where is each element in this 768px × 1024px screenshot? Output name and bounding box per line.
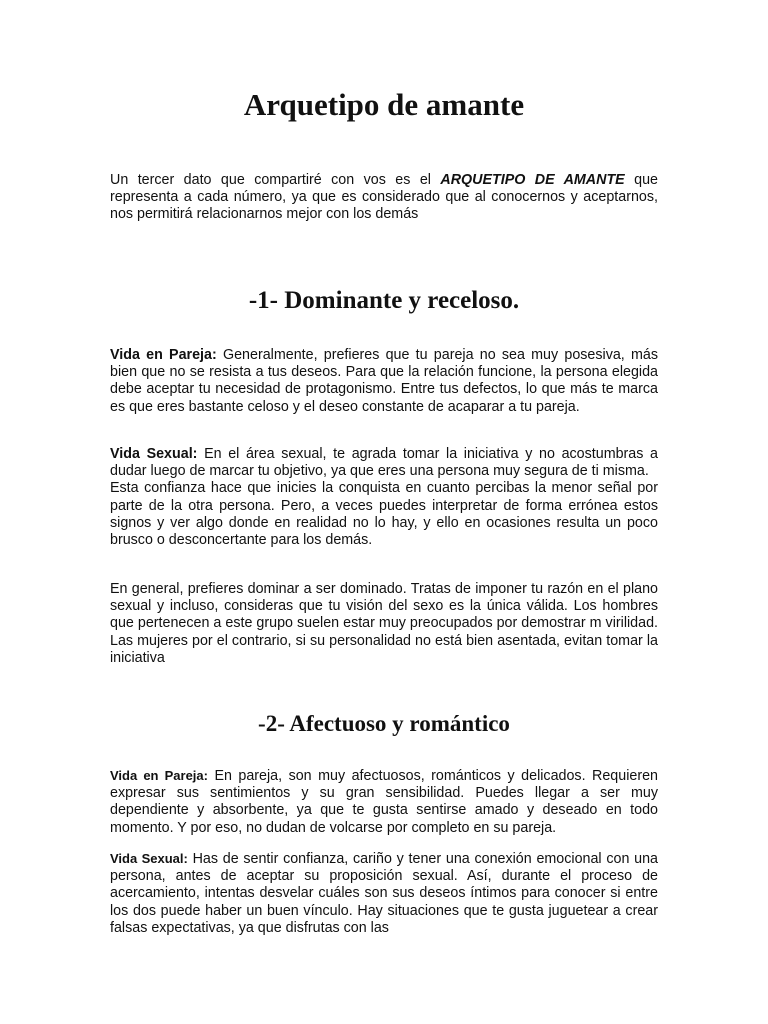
section-1-pareja-text: Generalmente, prefieres que tu pareja no sea muy posesiva, más bien que no se resista a tus deseos. Para que la relación funcione, la persona elegida debe aceptar tu necesidad de protagonismo. Entre tus defectos, lo que más te marca es que eres bastante celoso y el deseo constante de acaparar a tu pareja.: [110, 347, 659, 415]
intro-text-end: que representa a cada número, ya que es considerado que al conocernos y aceptarnos, nos permitirá relacionarnos mejor con los demás: [110, 172, 658, 223]
section-2-sexual-label: Vida Sexual:: [110, 851, 188, 866]
intro-emphasis: ARQUETIPO DE AMANTE: [440, 172, 625, 188]
section-1-sexual-text: En el área sexual, te agrada tomar la iniciativa y no acostumbras a dudar luego de marcar tu objetivo, ya que eres una persona muy segura de ti misma.: [110, 446, 658, 480]
section-1-general-paragraph: En general, prefieres dominar a ser dominado. Tratas de imponer tu razón en el plano sexual y incluso, consideras que tu visión del sexo es la única válida. Los hombres que pertenecen a este grupo suelen estar muy preocupados por demostrar m virilidad. Las mujeres por el contrario, si su personalidad no está bien asentada, evitan tomar la iniciativa: [110, 581, 658, 666]
section-2-heading: -2- Afectuoso y romántico: [258, 711, 510, 736]
section-2-sexual-text: Has de sentir confianza, cariño y tener una conexión emocional con una persona, antes de aceptar su proposición sexual. Así, durante el proceso de acercamiento, intentas desvelar cuáles son sus deseos íntimos para conocer si entre los dos puede haber un buen vínculo. Hay situaciones que te gusta juguetear a crear falsas expectativas, ya que disfrutas con las: [110, 851, 658, 936]
section-1-heading: -1- Dominante y receloso.: [248, 287, 520, 314]
section-1-pareja-label: Vida en Pareja:: [110, 347, 217, 363]
section-2-pareja-text: En pareja, son muy afectuosos, románticos y delicados. Requieren expresar sus sentimientos y su gran sensibilidad. Puedes llegar a ser muy dependiente y absorbente, ya que te gusta sentirse amado y deseado en todo momento. Y por eso, no dudan de volcarse por completo en su pareja.: [110, 768, 658, 836]
section-1-sexual-label: Vida Sexual:: [110, 446, 198, 462]
section-1-sexual-paragraph: [110, 446, 658, 549]
section-2-pareja-paragraph: [110, 767, 658, 837]
page-title: Arquetipo de amante: [243, 87, 525, 122]
section-1-sexual-text-2: Esta confianza hace que inicies la conquista en cuanto percibas la menor señal por parte de la otra persona. Pero, a veces puedes interpretar de forma errónea estos signos y ver algo donde en realidad no lo hay, y ello en ocasiones resulta un poco brusco o desconcertante para los demás.: [110, 480, 658, 549]
section-1-pareja-paragraph: [110, 347, 658, 416]
section-2-pareja-label: Vida en Pareja:: [110, 768, 208, 783]
section-2-sexual-paragraph: [110, 850, 658, 937]
intro-text-start: Un tercer dato que compartiré con vos es el: [110, 172, 441, 188]
intro-paragraph: [110, 172, 658, 224]
